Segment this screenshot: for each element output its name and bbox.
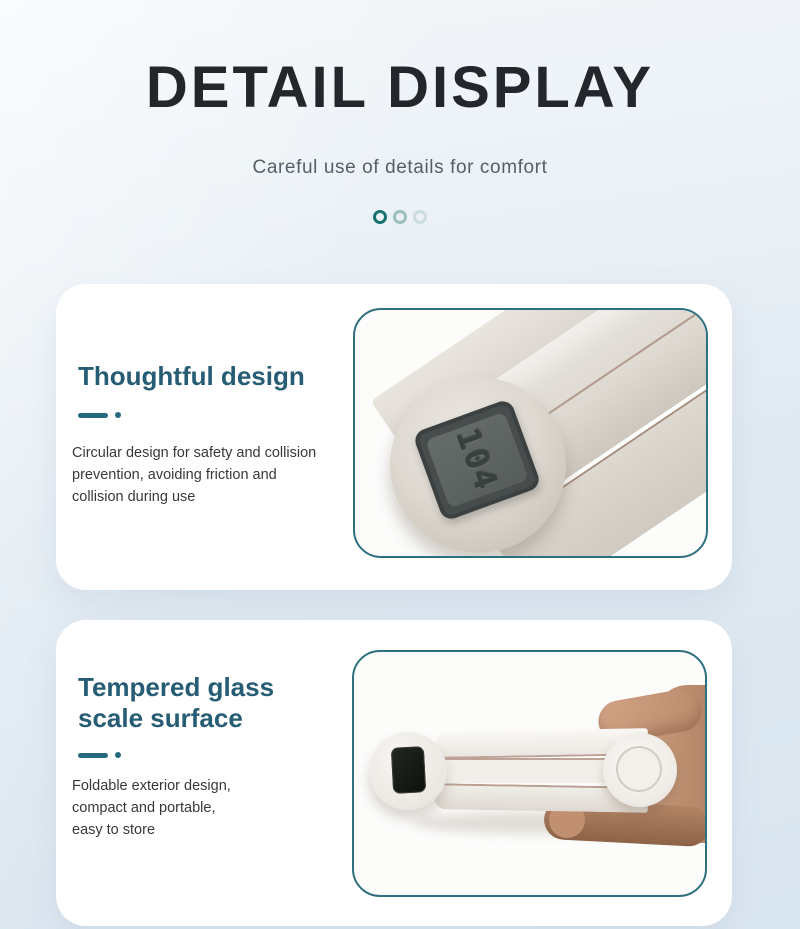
- lcd-digits: 104: [448, 423, 506, 497]
- divider-dot: [115, 752, 121, 758]
- card-heading: Tempered glass scale surface: [78, 672, 275, 734]
- end-cap-ring: [616, 746, 662, 792]
- divider-dash: [78, 413, 108, 418]
- body-line: prevention, avoiding friction and: [72, 467, 277, 483]
- product-photo-folded-in-hand: [352, 650, 707, 897]
- carousel-dot-3[interactable]: [413, 210, 427, 224]
- product-photo-display-closeup: [353, 308, 708, 558]
- carousel-dot-1[interactable]: [373, 210, 387, 224]
- divider-dot: [115, 412, 121, 418]
- feature-card-thoughtful-design: [56, 284, 732, 590]
- carousel-indicator: [0, 210, 800, 224]
- heading-divider: [78, 752, 121, 758]
- card-heading: Thoughtful design: [78, 361, 305, 391]
- page-title: DETAIL DISPLAY: [145, 55, 655, 120]
- end-cap-circle: [603, 733, 677, 807]
- heading-divider: [78, 412, 121, 418]
- card-body: [72, 442, 316, 508]
- body-line: collision during use: [72, 489, 196, 505]
- lcd-screen: [425, 412, 529, 508]
- body-line: compact and portable,: [72, 800, 216, 816]
- body-line: easy to store: [72, 822, 156, 838]
- feature-card-tempered-glass: [56, 620, 732, 926]
- card-body: [72, 775, 231, 841]
- page-subtitle: Careful use of details for comfort: [252, 157, 548, 178]
- body-line: Circular design for safety and collision: [72, 445, 317, 461]
- body-line: Foldable exterior design,: [72, 778, 231, 794]
- lcd-display-off: [391, 746, 426, 794]
- carousel-dot-2[interactable]: [393, 210, 407, 224]
- divider-dash: [78, 753, 108, 758]
